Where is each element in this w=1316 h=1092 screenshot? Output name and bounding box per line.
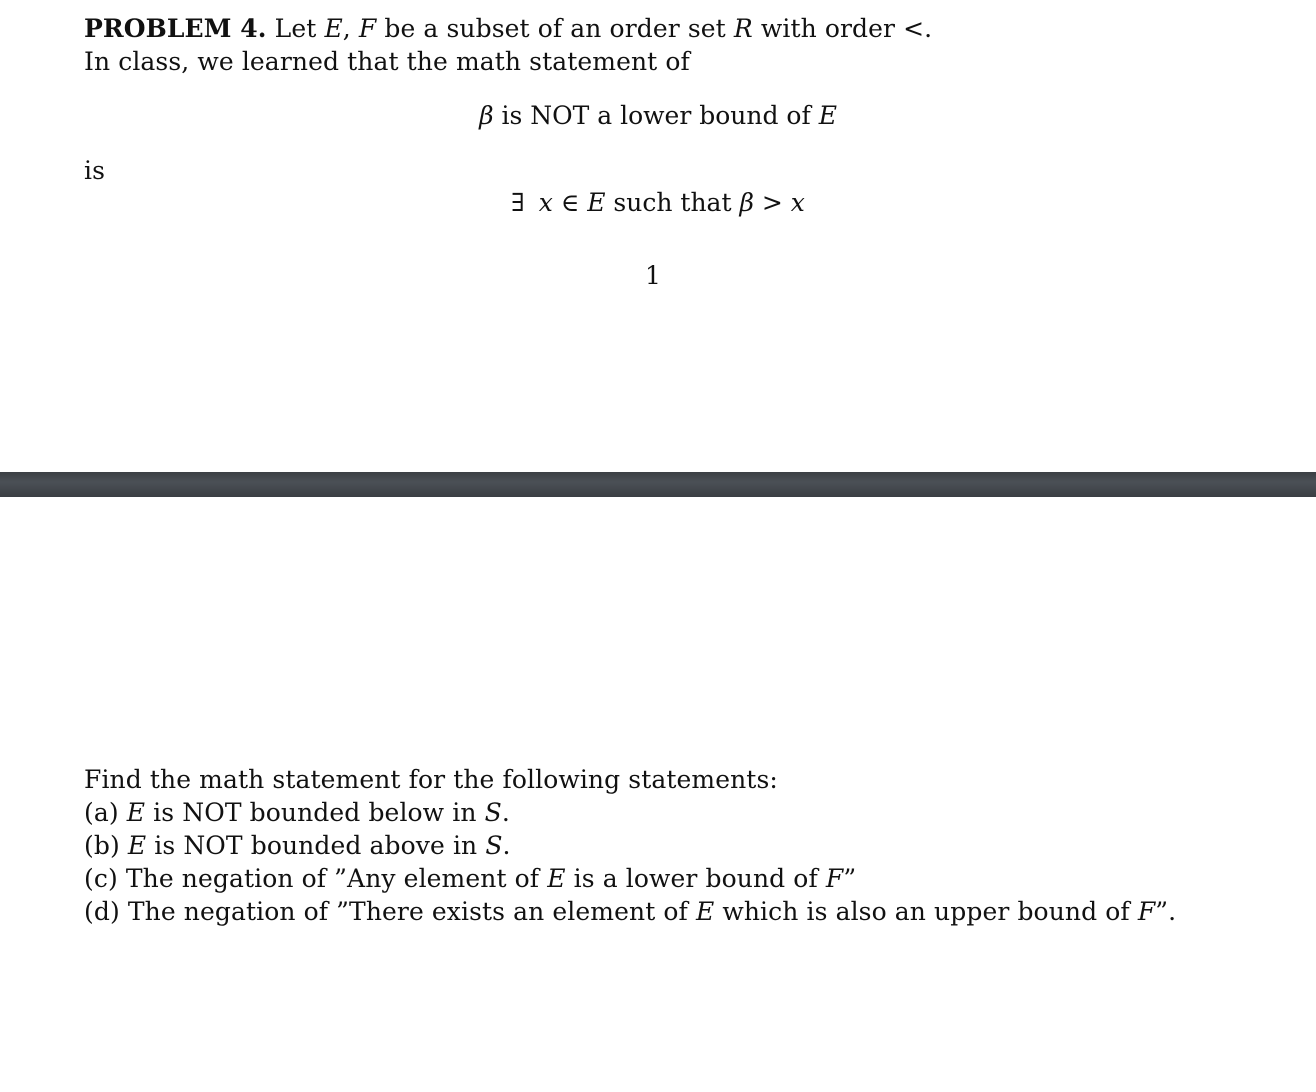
questions-intro: Find the math statement for the following statements: [84, 765, 778, 794]
math-var: x [538, 188, 553, 217]
text-segment: is a lower bound of [565, 864, 826, 893]
text-segment: (b) [84, 831, 128, 860]
math-var: S [484, 798, 502, 827]
page-number: 1 [645, 261, 661, 290]
text-segment: > [753, 188, 791, 217]
page-divider [0, 472, 1316, 497]
page-2 [0, 497, 1316, 1092]
math-var: F [825, 864, 844, 893]
intro-line: In class, we learned that the math statement of [84, 47, 690, 76]
text-segment: . [501, 798, 510, 827]
display-equation-1 [0, 101, 1316, 131]
display-equation-2 [0, 188, 1316, 218]
math-var: E [127, 831, 147, 860]
math-var: E [587, 188, 606, 217]
text-segment: which is also an upper bound of [714, 897, 1138, 926]
math-var: β [479, 101, 494, 130]
math-var: F [1137, 897, 1156, 926]
question-d [84, 897, 1176, 927]
exists-symbol: ∃ [511, 188, 525, 217]
math-var: E [547, 864, 566, 893]
text-segment: ∈ [552, 188, 588, 217]
question-b [84, 831, 511, 861]
text-segment: , [342, 14, 359, 43]
text-segment: is NOT bounded above in [146, 831, 486, 860]
problem-label: PROBLEM 4. [84, 14, 267, 43]
problem-statement-line [84, 14, 932, 44]
question-a [84, 798, 510, 828]
math-var: S [485, 831, 503, 860]
text-segment: (c) The negation of ”Any element of [84, 864, 548, 893]
text-segment: such that [605, 188, 740, 217]
math-var: E [324, 14, 343, 43]
text-segment: is NOT bounded below in [145, 798, 485, 827]
text-segment: ”. [1155, 897, 1177, 926]
text-segment: (a) [84, 798, 127, 827]
math-var: R [733, 14, 753, 43]
text-segment: is NOT a lower bound of [493, 101, 819, 130]
text-segment: be a subset of an order set [376, 14, 734, 43]
math-var: E [818, 101, 837, 130]
page-1 [0, 0, 1316, 472]
math-var: β [739, 188, 754, 217]
text-segment: (d) The negation of ”There exists an element of [84, 897, 696, 926]
math-var: F [358, 14, 377, 43]
text-segment: . [502, 831, 511, 860]
math-var: E [126, 798, 146, 827]
math-var: x [790, 188, 805, 217]
text-segment: ” [843, 864, 857, 893]
text-segment: Let [274, 14, 325, 43]
is-line: is [84, 156, 106, 185]
question-c [84, 864, 856, 894]
text-segment: with order <. [752, 14, 933, 43]
math-var: E [695, 897, 715, 926]
